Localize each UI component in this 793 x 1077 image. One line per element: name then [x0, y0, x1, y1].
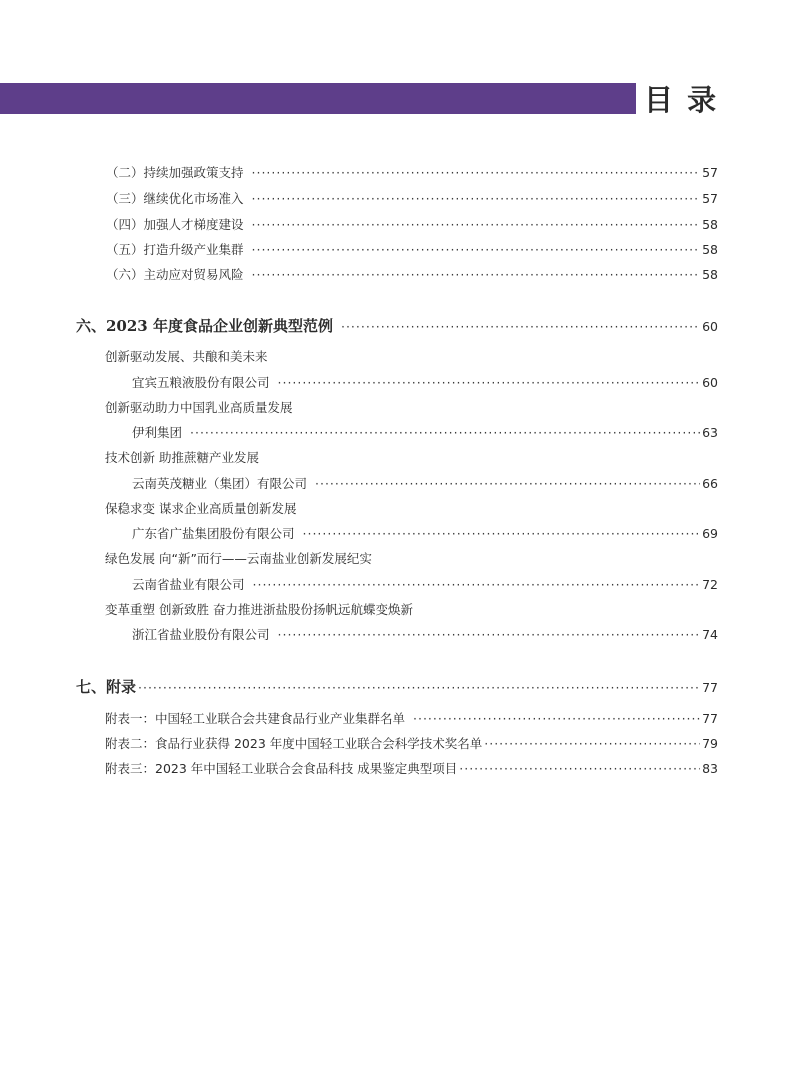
toc-entry-label: 广东省广盐集团股份有限公司 — [132, 526, 295, 541]
toc-entry-label: 宜宾五粮液股份有限公司 — [132, 375, 270, 390]
toc-entry[interactable] — [105, 735, 718, 753]
toc-entry[interactable] — [106, 164, 718, 182]
toc-entry-page: 57 — [702, 165, 718, 180]
toc-entry-label: 附表二：食品行业获得 2023 年度中国轻工业联合会科学技术奖名单 — [105, 736, 483, 751]
toc-entry-page: 66 — [702, 476, 718, 491]
toc-section-page: 77 — [702, 680, 718, 695]
leader-dots — [252, 190, 701, 208]
leader-dots — [252, 241, 701, 259]
toc-entry[interactable] — [132, 525, 718, 543]
toc-entry-page: 63 — [702, 425, 718, 440]
toc-entry-page: 83 — [702, 761, 718, 776]
toc-entry[interactable] — [132, 475, 718, 493]
leader-dots — [459, 760, 700, 778]
toc-entry-page: 60 — [702, 375, 718, 390]
toc-entry[interactable] — [106, 241, 718, 259]
toc-entry-page: 58 — [702, 267, 718, 282]
toc-entry-label: （三）继续优化市场准入 — [106, 191, 244, 206]
case-title: 技术创新 助推蔗糖产业发展 — [105, 450, 259, 465]
toc-section-page: 60 — [702, 319, 718, 334]
toc-entry-page: 79 — [702, 736, 718, 751]
case-title: 保稳求变 谋求企业高质量创新发展 — [105, 501, 297, 516]
leader-dots — [484, 735, 700, 753]
toc-entry[interactable] — [132, 626, 718, 644]
toc-entry-label: 附表一：中国轻工业联合会共建食品行业产业集群名单 — [105, 711, 406, 726]
leader-dots — [303, 525, 701, 543]
toc-entry-page: 58 — [702, 217, 718, 232]
toc-section-7[interactable] — [76, 677, 718, 698]
case-title: 绿色发展 向“新”而行——云南盐业创新发展纪实 — [105, 551, 372, 566]
toc-entry-page: 77 — [702, 711, 718, 726]
toc-entry-label: （五）打造升级产业集群 — [106, 242, 244, 257]
toc-entry-label: （六）主动应对贸易风险 — [106, 267, 244, 282]
leader-dots — [278, 374, 701, 392]
toc-entry-page: 57 — [702, 191, 718, 206]
toc-entry[interactable] — [132, 424, 718, 442]
leader-dots — [190, 424, 700, 442]
toc-entry-label: （二）持续加强政策支持 — [106, 165, 244, 180]
toc-entry-label: 浙江省盐业股份有限公司 — [132, 627, 270, 642]
leader-dots — [278, 626, 701, 644]
toc-entry-page: 74 — [702, 627, 718, 642]
header-bar — [0, 83, 636, 114]
toc-section-6[interactable] — [76, 316, 718, 337]
toc-entry-label: （四）加强人才梯度建设 — [106, 217, 244, 232]
toc-entry[interactable] — [106, 216, 718, 234]
toc-entry-page: 72 — [702, 577, 718, 592]
leader-dots — [341, 317, 700, 337]
case-title: 创新驱动发展、共酿和美未来 — [105, 349, 268, 364]
toc-entry-label: 附表三：2023 年中国轻工业联合会食品科技 成果鉴定典型项目 — [105, 761, 458, 776]
toc-entry[interactable] — [105, 710, 718, 728]
page-title: 目 录 — [644, 83, 719, 117]
toc-entry-page: 69 — [702, 526, 718, 541]
toc-entry-label: 云南省盐业有限公司 — [132, 577, 245, 592]
toc-entry[interactable] — [132, 576, 718, 594]
toc-section-title: 六、2023 年度食品企业创新典型范例 — [76, 317, 333, 335]
toc-entry[interactable] — [105, 760, 718, 778]
toc-entry-label: 云南英茂糖业（集团）有限公司 — [132, 476, 308, 491]
leader-dots — [413, 710, 700, 728]
toc-entry-label: 伊利集团 — [132, 425, 183, 440]
leader-dots — [315, 475, 700, 493]
toc-entry[interactable] — [132, 374, 718, 392]
leader-dots — [252, 266, 701, 284]
leader-dots — [252, 164, 701, 182]
toc-entry[interactable] — [106, 266, 718, 284]
leader-dots — [252, 216, 701, 234]
leader-dots — [138, 678, 700, 698]
case-title: 创新驱动助力中国乳业高质量发展 — [105, 400, 293, 415]
case-title: 变革重塑 创新致胜 奋力推进浙盐股份扬帆远航蝶变焕新 — [105, 602, 413, 617]
toc-entry[interactable] — [106, 190, 718, 208]
toc-section-title: 七、附录 — [76, 678, 137, 696]
toc-entry-page: 58 — [702, 242, 718, 257]
leader-dots — [253, 576, 701, 594]
